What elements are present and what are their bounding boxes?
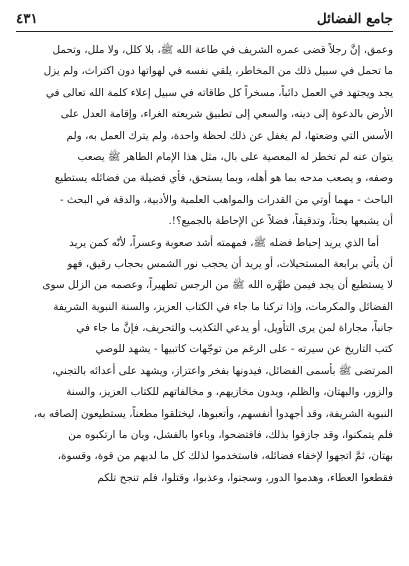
text-line: لا يستطيع أن يجد فيمن طهَّره الله ﷺ من الرجس تطهيراً، وعصمه من الزلل سوى — [42, 279, 393, 292]
page-header — [16, 10, 393, 30]
text-line: كتب التاريخ عن سيرته - على الرغم من توجّهات كاتبيها - يشهد للوصي — [95, 343, 393, 356]
text-line: وعمق، إنَّ رجلاً قضى عمره الشريف في طاعة الله ﷺ، بلا كلل، ولا ملل، وتحمل — [52, 44, 393, 56]
text-line: النبوية الشريفة، وقد أجهدوا أنفسهم، وأتعبوها، ليختلقوا مطعناً، يستطيعون إلصاقه به، — [33, 407, 393, 420]
text-line: أما الذي يريد إحباط فضله ﷺ، فمهمته أشد صعوبة وعسراً، لأنّه كمن يريد — [69, 236, 379, 249]
running-title: جامع الفضائل — [316, 11, 393, 27]
text-line: الأرض بالدعوة إلى دينه، والسعي إلى تطبيق شريعته الغراء، وإقامة العدل على — [60, 108, 393, 121]
text-line: فلم يتمكنوا، وقد جازفوا بذلك، فافتضحوا، وباءوا بالفشل، وبان ما ارتكبوه من — [68, 429, 393, 442]
text-line: الباحث - مهما أوتي من القدرات والمواهب العلمية والأدبية، والدقة في البحث - — [60, 193, 393, 206]
text-line: أن يشبعها بحثاً، وتدقيقاً، فضلاً عن الإحاطة بالجميع؟!. — [168, 215, 393, 228]
page-number: ٤٣١ — [16, 11, 38, 27]
text-line: المرتضى ﷺ بأسمى الفضائل، فيدونها بفخر واعتزاز، ويشهد على أعدائه بالتجني، — [51, 364, 393, 377]
body-text — [16, 40, 393, 489]
text-line: يجد ويجتهد في العمل دائباً، مسخراً كل طاقاته في سبيل إعلاء كلمة الله تعالى في — [45, 86, 393, 99]
text-line: أن يأتي برابعة المستحيلات، أو يريد أن يحجب نور الشمس بحجاب رقيق، فهو — [67, 257, 393, 270]
header-rule — [16, 31, 393, 32]
text-line: والزور، والبهتان، والظلم، ويدون مخازيهم، و مخالفاتهم للكتاب العزيز، والسنة — [66, 386, 393, 399]
text-line: الفضائل والمكرمات، وإذا تركنا ما جاء في الكتاب العزيز، والسنة النبوية الشريفة — [53, 300, 393, 313]
paragraph-2 — [16, 233, 393, 490]
text-line: بهتان، ثمَّ اتجهوا لإخفاء فضائله، فاستخدموا لذلك كل ما لديهم من قوة، وقسوة، — [57, 450, 393, 463]
text-line: فقطعوا العطاء، وهدموا الدور، وسجنوا، وعذبوا، وقتلوا، فلم تنجح تلكم — [97, 471, 393, 484]
book-page — [16, 10, 393, 558]
text-line: وصفه، و يصعب مدحه بما هو أهله، وبما يستحق، فأي فضيلة من فضائله يستطيع — [54, 172, 393, 185]
text-line: يتوان عنه لم تخطر له المعصية على بال، مثل هذا الإمام الطاهر ﷺ يصعب — [77, 150, 393, 163]
text-line: الأسس التي وضعتها، لم يغفل عن ذلك لحظة واحدة، ولم يترك العمل به، ولم — [66, 129, 393, 142]
text-line: جانباً، مجاراة لمن يرى التأويل، أو يدعي التكذيب والتحريف، فإنَّ ما جاء في — [76, 322, 393, 335]
paragraph-1 — [16, 40, 393, 233]
text-line: ما تحمل في سبيل ذلك من المخاطر، يلقي نفسه في لهواتها دون اكتراث، ولم يزل — [43, 65, 393, 78]
